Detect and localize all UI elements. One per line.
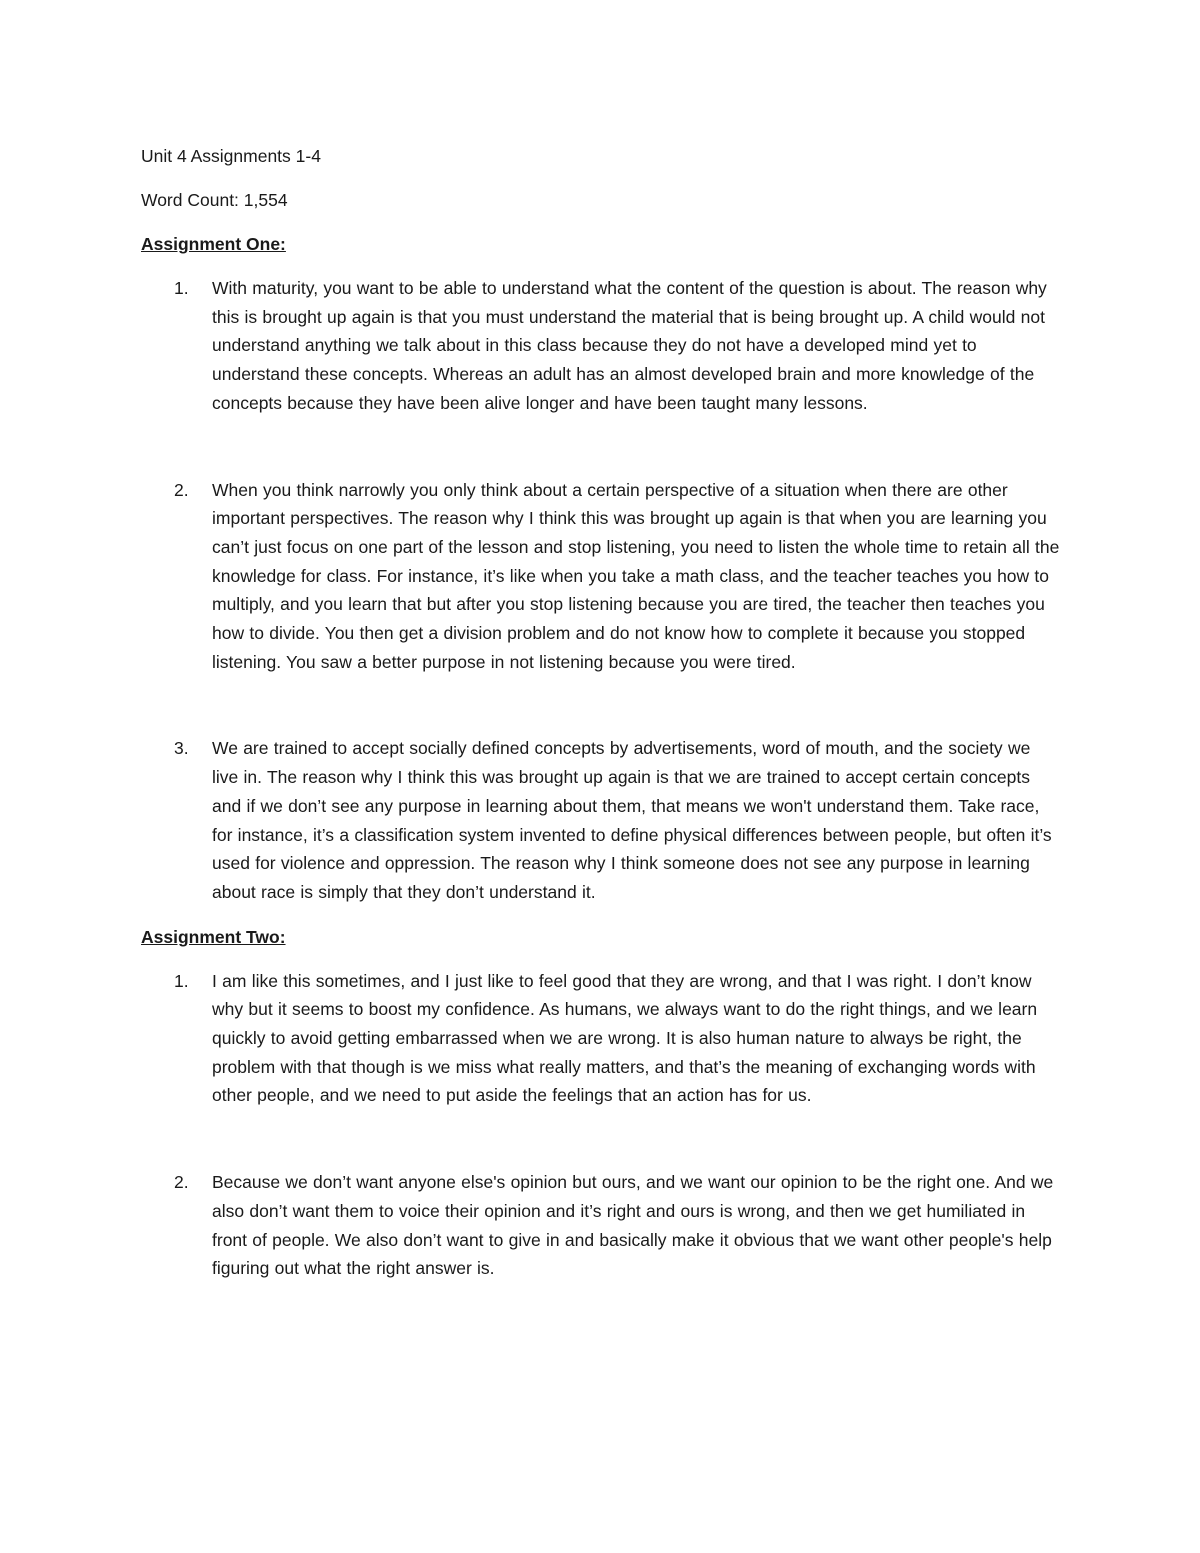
list-item-text: With maturity, you want to be able to understand what the content of the question is about. The reason why this is brought up again is that you must understand the material that is being brought up. A child would not understand anything we talk about in this class because they do not have a developed mind yet to understand these concepts. Whereas an adult has an almost developed brain and more knowledge of the concepts because they have been alive longer and have been taught many lessons. <box>212 278 1047 413</box>
list-item-number: 3. <box>174 738 189 759</box>
section-heading-assignment-two: Assignment Two: <box>141 926 286 947</box>
list-item-number: 2. <box>174 1172 189 1193</box>
word-count: Word Count: 1,554 <box>141 190 288 210</box>
assignment-two-list <box>141 967 1061 1283</box>
list-item-number: 1. <box>174 970 189 991</box>
spacer <box>141 676 1061 734</box>
spacer <box>141 418 1061 476</box>
document-page <box>141 142 1061 1283</box>
list-item <box>141 1168 1061 1283</box>
list-item-text: We are trained to accept socially defined concepts by advertisements, word of mouth, and the society we live in. The reason why I think this was brought up again is that we are trained to accept certain concepts and if we don’t see any purpose in learning about them, that means we won't understand them. Take race, for instance, it’s a classification system invented to define physical differences between people, but often it’s used for violence and oppression. The reason why I think someone does not see any purpose in learning about race is simply that they don’t understand it. <box>212 738 1052 902</box>
list-item-text: When you think narrowly you only think about a certain perspective of a situation when there are other important perspectives. The reason why I think this was brought up again is that when you are learning you can’t just focus on one part of the lesson and stop listening, you need to listen the whole time to retain all the knowledge for class. For instance, it’s like when you take a math class, and the teacher teaches you how to multiply, and you learn that but after you stop listening because you are tired, the teacher then teaches you how to divide. You then get a division problem and do not know how to complete it because you stopped listening. You saw a better purpose in not listening because you were tired. <box>212 479 1060 672</box>
document-title: Unit 4 Assignments 1-4 <box>141 146 321 166</box>
list-item <box>141 734 1061 906</box>
spacer <box>141 1110 1061 1168</box>
list-item-number: 2. <box>174 479 189 500</box>
section-heading-assignment-one: Assignment One: <box>141 234 286 254</box>
spacer <box>141 907 1061 923</box>
list-item-number: 1. <box>174 278 189 298</box>
list-item <box>141 274 1061 418</box>
assignment-one-list <box>141 274 1061 907</box>
list-item-text: I am like this sometimes, and I just like to feel good that they are wrong, and that I was right. I don’t know why but it seems to boost my confidence. As humans, we always want to do the right things, and we learn quickly to avoid getting embarrassed when we are wrong. It is also human nature to always be right, the problem with that though is we miss what really matters, and that’s the meaning of exchanging words with other people, and we need to put aside the feelings that an action has for us. <box>212 970 1038 1106</box>
list-item <box>141 967 1061 1111</box>
list-item <box>141 476 1061 677</box>
list-item-text: Because we don’t want anyone else's opinion but ours, and we want our opinion to be the right one. And we also don’t want them to voice their opinion and it’s right and ours is wrong, and then we get humiliated in front of people. We also don’t want to give in and basically make it obvious that we want other people's help figuring out what the right answer is. <box>212 1172 1054 1279</box>
